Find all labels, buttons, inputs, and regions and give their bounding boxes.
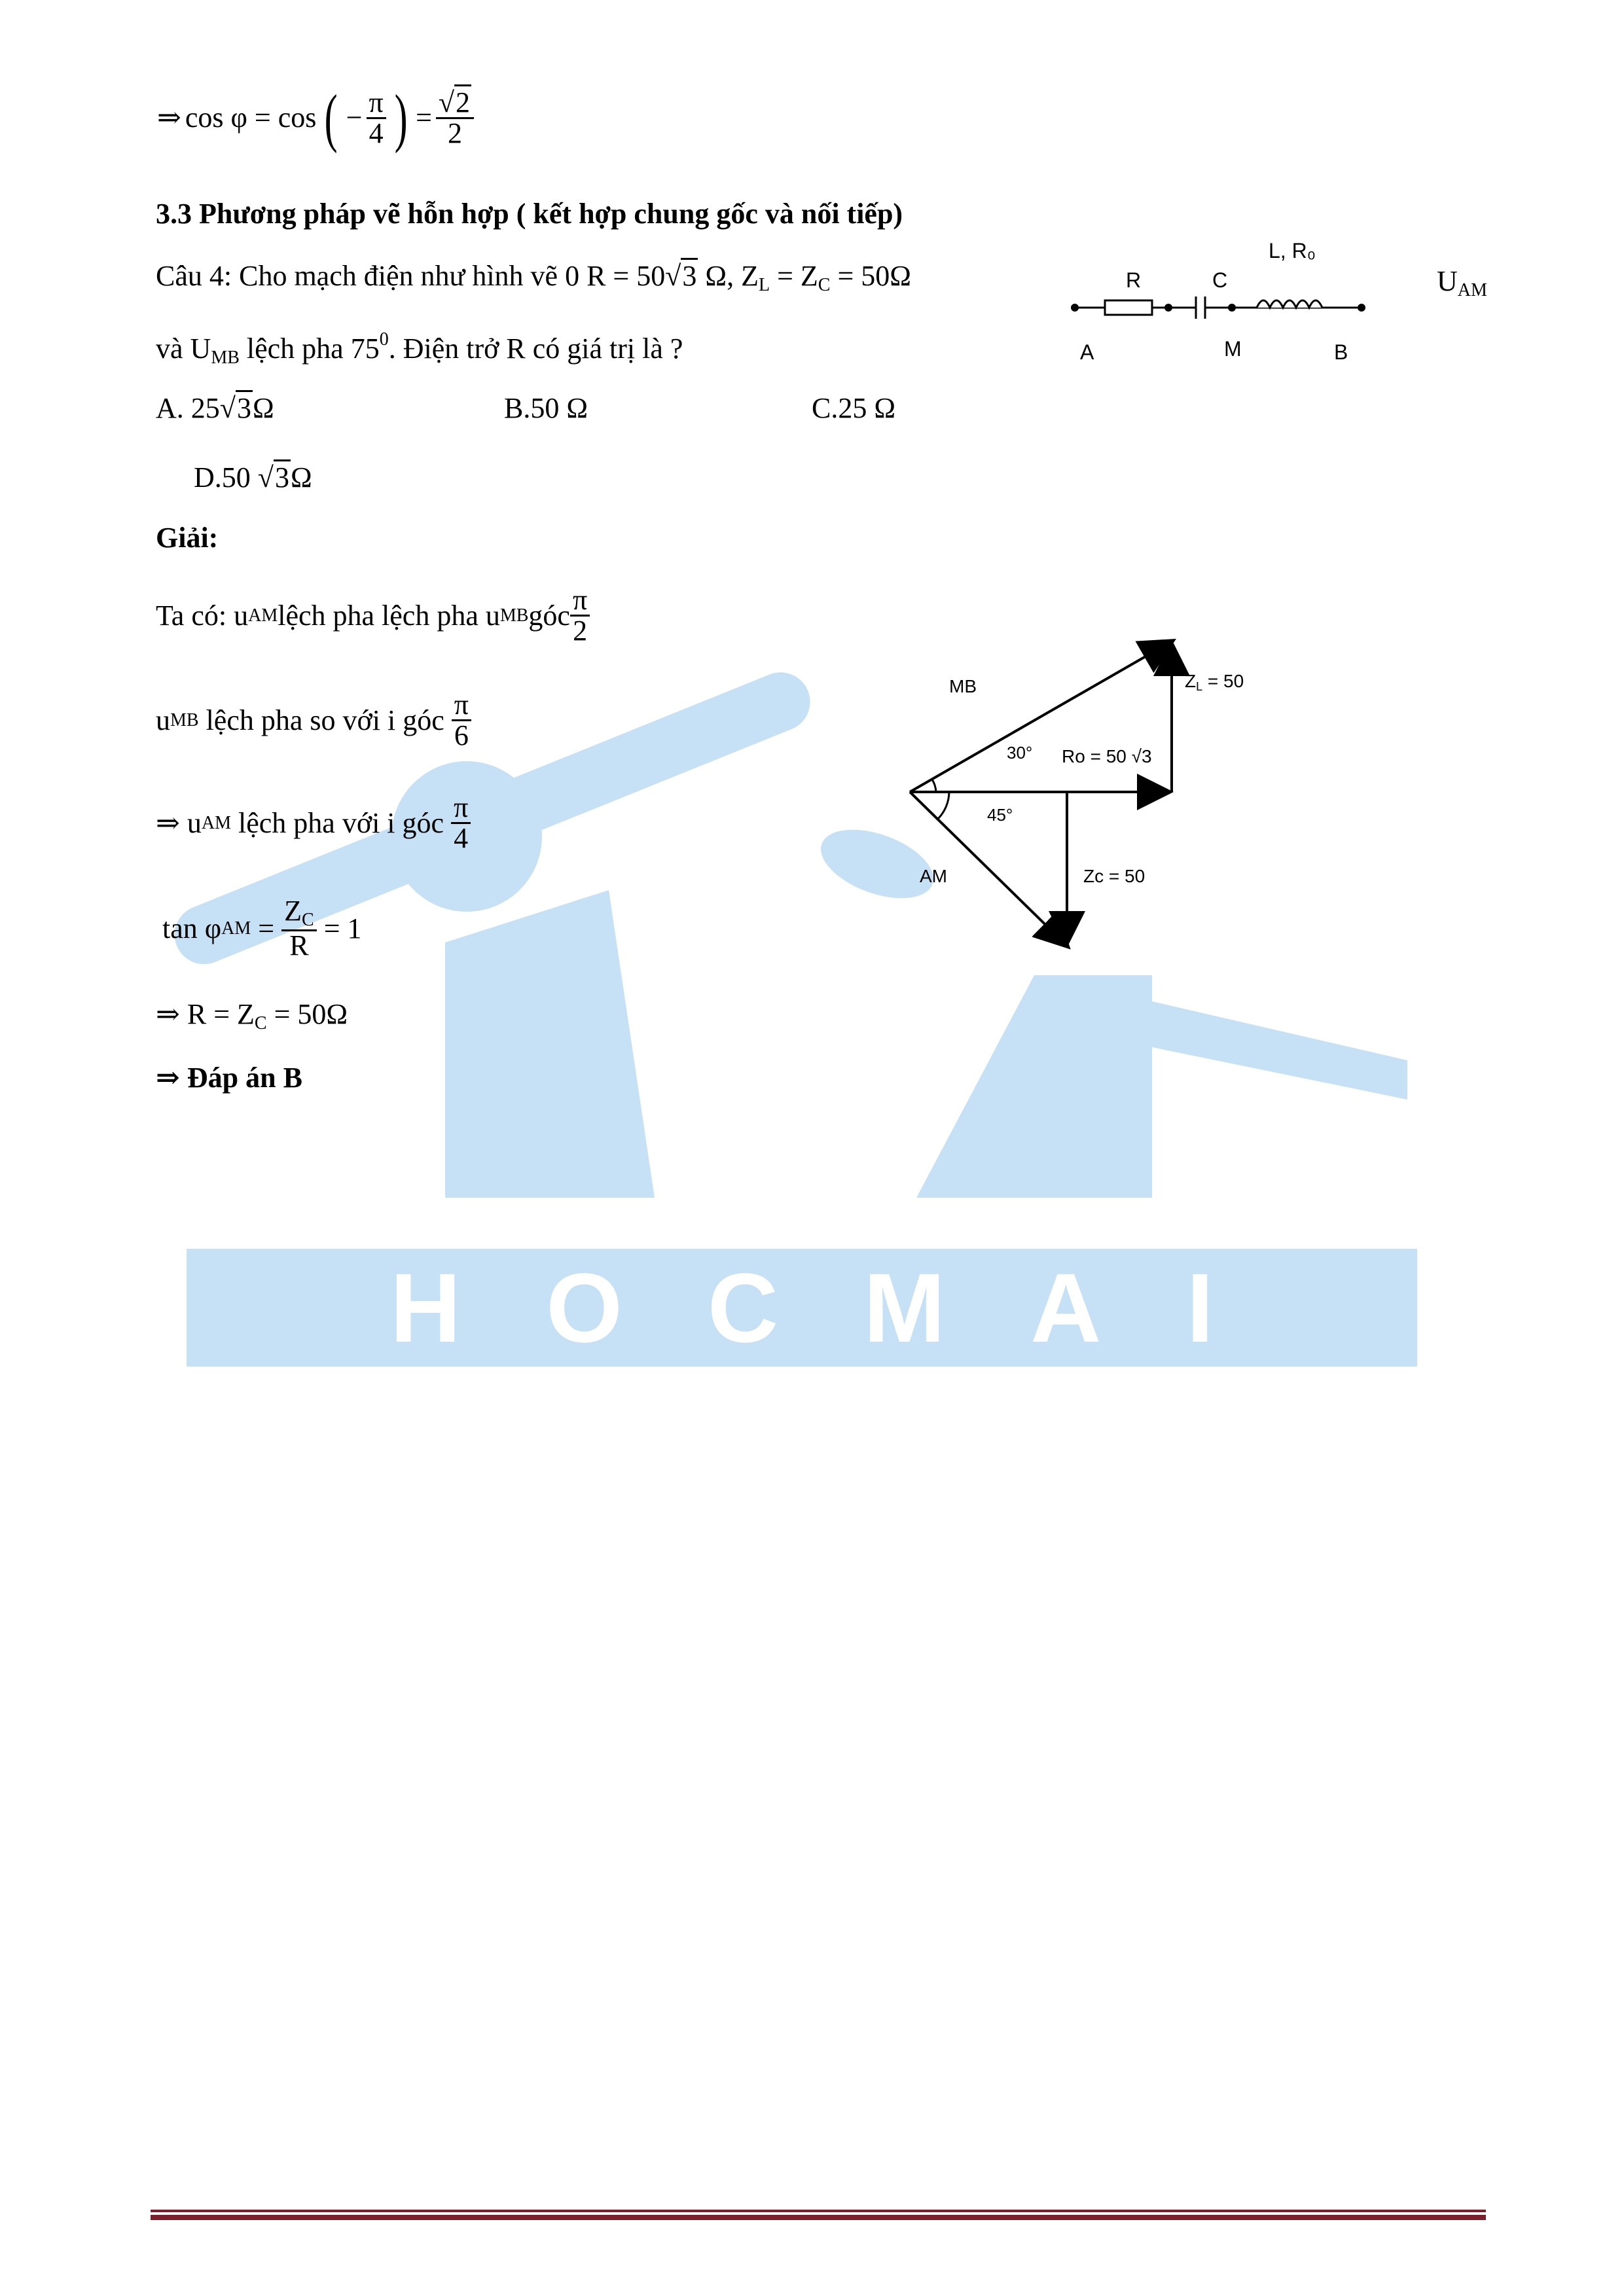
question-line-2: và $U_{MB}$ lệch pha $75^0$. Điện trở R có giá trị là ? <box>156 329 683 368</box>
solution-heading: Giải: <box>156 522 219 554</box>
cos-lhs: cos φ = cos <box>185 101 317 134</box>
phasor-label-am: AM <box>920 866 947 886</box>
circuit-label-r: R <box>1126 268 1142 292</box>
section-title: 3.3 Phương pháp vẽ hỗn hợp ( kết hợp chung gốc và nối tiếp) <box>156 198 903 230</box>
circuit-label-c: C <box>1212 268 1228 292</box>
option-c: C.25 Ω <box>812 392 896 424</box>
option-d: D.50 √3Ω <box>194 463 312 492</box>
solution-line-5: ⇒ $R = Z_C = 50\Omega$ <box>156 998 348 1033</box>
phasor-angle-45: 45° <box>987 805 1013 825</box>
pi-over-4: $\frac{\pi}{4}$ <box>367 88 386 148</box>
footer-rule <box>151 2210 1486 2220</box>
sqrt2-over-2: $\frac{√2}{2}$ <box>436 88 474 148</box>
watermark-banner <box>187 1249 1417 1367</box>
solution-line-4: tan φ AM = $\frac{Z_C}{R}$ = 1 <box>162 895 362 961</box>
solution-line-1: Ta có: u AM lệch pha lệch pha u MB góc $\frac{\pi}{2}$ <box>156 586 590 645</box>
top-formula <box>157 81 474 154</box>
equals-sign: = <box>416 101 432 134</box>
solution-line-3: ⇒ u AM lệch pha với i góc $\frac{\pi}{4}$ <box>156 793 471 853</box>
phasor-label-ro: Ro = 50 √3 <box>1062 746 1152 766</box>
circuit-node-m: M <box>1224 337 1242 361</box>
phasor-label-zl: ZL = 50 <box>1185 671 1244 693</box>
answer: ⇒ Đáp án B <box>156 1062 302 1094</box>
solution-line-2: u MB lệch pha so với i góc $\frac{\pi}{6}$ <box>156 691 471 750</box>
option-a: A. 25√3Ω <box>156 394 274 423</box>
phasor-diagram <box>890 625 1283 965</box>
circuit-svg <box>1060 239 1375 370</box>
paren-close: ) <box>394 81 408 154</box>
option-b: B.50 Ω <box>504 392 588 424</box>
circuit-node-b: B <box>1334 340 1348 364</box>
implies-arrow: ⇒ <box>157 101 181 134</box>
circuit-node-a: A <box>1080 340 1094 364</box>
paren-open: ( <box>325 81 338 154</box>
phasor-label-mb: MB <box>949 676 977 696</box>
uam-label: $U_{AM}$ <box>1437 265 1487 300</box>
phasor-label-zc: Zc = 50 <box>1083 866 1146 886</box>
circuit-label-l: L, R₀ <box>1269 239 1316 262</box>
minus-sign: − <box>346 101 363 134</box>
circuit-diagram <box>1060 239 1375 370</box>
watermark-text: HOCMAI <box>389 1252 1299 1363</box>
question-line-1: Câu 4: Cho mạch điện như hình vẽ 0 R = 50√3 Ω, $Z_L = Z_C = 50\Omega$ <box>156 262 911 295</box>
phasor-angle-30: 30° <box>1007 743 1033 762</box>
